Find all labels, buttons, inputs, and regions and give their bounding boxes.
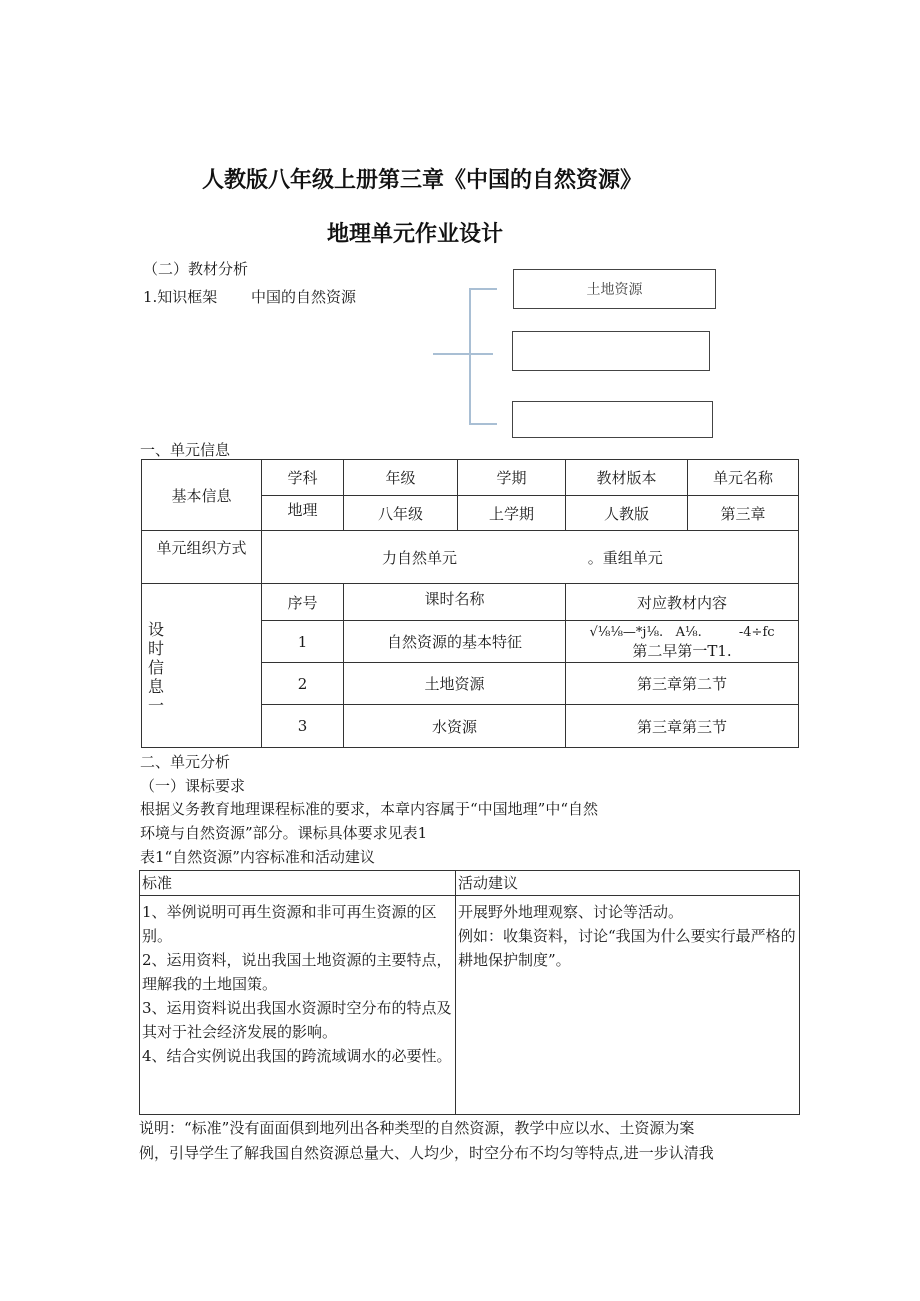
diagram-connector-vertical	[469, 288, 471, 425]
framework-box-land	[513, 269, 716, 309]
unit-analysis-heading: 二、单元分析	[140, 753, 231, 771]
knowledge-framework-label: 1.知识框架	[143, 288, 218, 306]
lesson-no: 1	[262, 621, 344, 663]
paragraph-line: 根据义务教育地理课程标准的要求，本章内容属于“中国地理”中“自然	[140, 800, 599, 818]
lesson-content-text: 第二早第一T1.	[632, 641, 732, 660]
table-caption: 表1“自然资源”内容标准和活动建议	[140, 848, 375, 866]
org-option-natural: 力自然单元	[382, 548, 458, 567]
activities-cell	[456, 896, 800, 1115]
lesson-name: 水资源	[344, 705, 566, 748]
standard-item: 4、结合实例说出我国的跨流域调水的必要性。	[142, 1047, 452, 1065]
standards-cell	[140, 896, 456, 1115]
org-method-options	[262, 531, 799, 584]
paragraph-line: 环境与自然资源”部分。课标具体要求见表1	[140, 824, 428, 842]
table-row	[142, 460, 799, 496]
table-row	[142, 584, 799, 621]
unit-info-table	[141, 459, 799, 748]
lesson-no: 2	[262, 663, 344, 705]
col-header-subject: 学科	[262, 460, 344, 496]
framework-box-empty-1	[512, 331, 710, 371]
value-textbook: 人教版	[566, 496, 688, 531]
note-line: 例，引导学生了解我国自然资源总量大、人均少，时空分布不均匀等特点,进一步认清我	[139, 1144, 714, 1162]
curriculum-standard-heading: （一）课标要求	[140, 777, 246, 795]
material-analysis-heading: （二）教材分析	[143, 260, 249, 278]
standard-item: 3、运用资料说出我国水资源时空分布的特点及其对于社会经济发展的影响。	[142, 999, 452, 1041]
activity-item: 例如：收集资料，讨论“我国为什么要实行最严格的耕地保护制度”。	[458, 927, 796, 969]
standard-item: 2、运用资料，说出我国土地资源的主要特点，理解我的土地国策。	[142, 951, 452, 993]
diagram-connector-top	[469, 288, 497, 290]
table-row	[140, 896, 800, 1115]
org-method-label: 单元组织方式	[142, 531, 262, 584]
col-header-lesson-name: 课时名称	[344, 584, 566, 621]
col-header-textbook: 教材版本	[566, 460, 688, 496]
framework-box-empty-2	[512, 401, 713, 438]
standards-table	[139, 870, 800, 1115]
standard-item: 1、举例说明可再生资源和非可再生资源的区别。	[142, 903, 437, 945]
value-grade: 八年级	[344, 496, 458, 531]
unit-info-heading: 一、单元信息	[140, 441, 231, 459]
col-header-grade: 年级	[344, 460, 458, 496]
value-subject: 地理	[262, 496, 344, 531]
note-line: 说明：“标准”没有面面俱到地列出各种类型的自然资源，教学中应以水、土资源为案	[139, 1119, 695, 1137]
lesson-info-label-text: 设时信息一	[148, 620, 165, 715]
col-header-activity: 活动建议	[456, 871, 800, 896]
diagram-connector-horizontal	[433, 353, 493, 355]
table-row	[142, 531, 799, 584]
value-unit-name: 第三章	[688, 496, 799, 531]
col-header-lesson-no: 序号	[262, 584, 344, 621]
page-title: 人教版八年级上册第三章《中国的自然资源》	[202, 168, 643, 193]
basic-info-label: 基本信息	[142, 460, 262, 531]
lesson-name: 土地资源	[344, 663, 566, 705]
lesson-content: 第三章第二节	[566, 663, 799, 705]
lesson-info-label	[142, 584, 262, 748]
framework-box-label: 土地资源	[586, 282, 643, 298]
page-subtitle: 地理单元作业设计	[327, 222, 504, 247]
lesson-content	[566, 621, 799, 663]
activity-item: 开展野外地理观察、讨论等活动。	[458, 903, 684, 921]
table-row	[140, 871, 800, 896]
col-header-unit-name: 单元名称	[688, 460, 799, 496]
lesson-name: 自然资源的基本特征	[344, 621, 566, 663]
col-header-standard: 标准	[140, 871, 456, 896]
value-semester: 上学期	[458, 496, 566, 531]
lesson-content-garbled: √⅛⅛—*j⅛. A⅛. -4÷fc	[589, 624, 775, 640]
lesson-no: 3	[262, 705, 344, 748]
org-option-reorganized: 。重组单元	[587, 548, 663, 567]
col-header-semester: 学期	[458, 460, 566, 496]
lesson-content: 第三章第三节	[566, 705, 799, 748]
col-header-textbook-content: 对应教材内容	[566, 584, 799, 621]
knowledge-framework-root: 中国的自然资源	[251, 288, 357, 306]
diagram-connector-bottom	[469, 423, 497, 425]
